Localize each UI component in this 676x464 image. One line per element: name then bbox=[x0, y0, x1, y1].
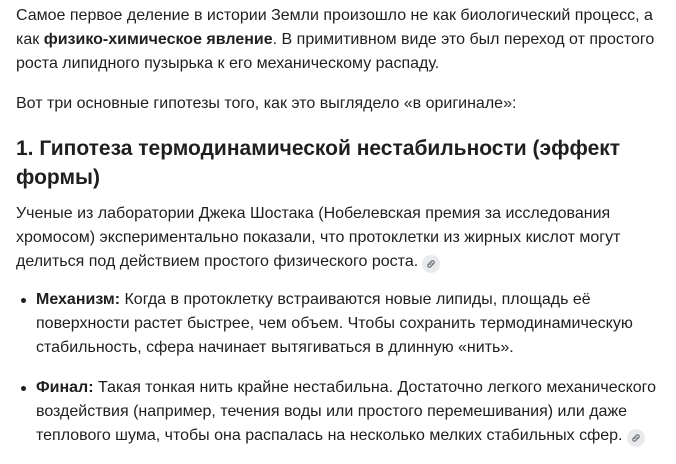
mechanism-list bbox=[16, 288, 664, 448]
link-icon bbox=[426, 259, 436, 269]
intro-bold-phrase: физико-химическое явление bbox=[43, 31, 273, 48]
intro-text-end: . В примитивном виде это был переход от простого роста липидного пузырька к его механическому распаду. bbox=[16, 31, 655, 72]
intro-paragraph bbox=[16, 4, 664, 76]
link-icon bbox=[631, 433, 641, 443]
source-link-chip[interactable] bbox=[422, 255, 440, 273]
list-item-label: Механизм: bbox=[36, 291, 121, 308]
intro-text-start: Самое первое деление в истории Земли произошло не как биологический процесс, а как bbox=[16, 7, 653, 48]
list-item-text: Когда в протоклетку встраиваются новые липиды, площадь её поверхности растет быстрее, чем объем. Чтобы сохранить термодинамическую стабильность, сфера начинает вытягиваться в длинную «нить». bbox=[36, 291, 633, 356]
list-item-final bbox=[36, 376, 664, 448]
section-heading: 1. Гипотеза термодинамической нестабильности (эффект формы) bbox=[16, 137, 621, 189]
section-body bbox=[16, 202, 664, 274]
source-link-chip[interactable] bbox=[627, 429, 645, 447]
list-item-text: Такая тонкая нить крайне нестабильна. Достаточно легкого механического воздействия (например, течения воды или простого перемешивания) или даже теплового шума, чтобы она распалась на несколько мелких стабильных сфер. bbox=[36, 379, 657, 444]
list-item-label: Финал: bbox=[36, 379, 94, 396]
lead-paragraph: Вот три основные гипотезы того, как это выглядело «в оригинале»: bbox=[16, 95, 517, 112]
section-body-text: Ученые из лаборатории Джека Шостака (Нобелевская премия за исследования хромосом) экспериментально показали, что протоклетки из жирных кислот могут делиться под действием простого физического роста. bbox=[16, 205, 621, 270]
list-item-mechanism bbox=[36, 288, 664, 360]
